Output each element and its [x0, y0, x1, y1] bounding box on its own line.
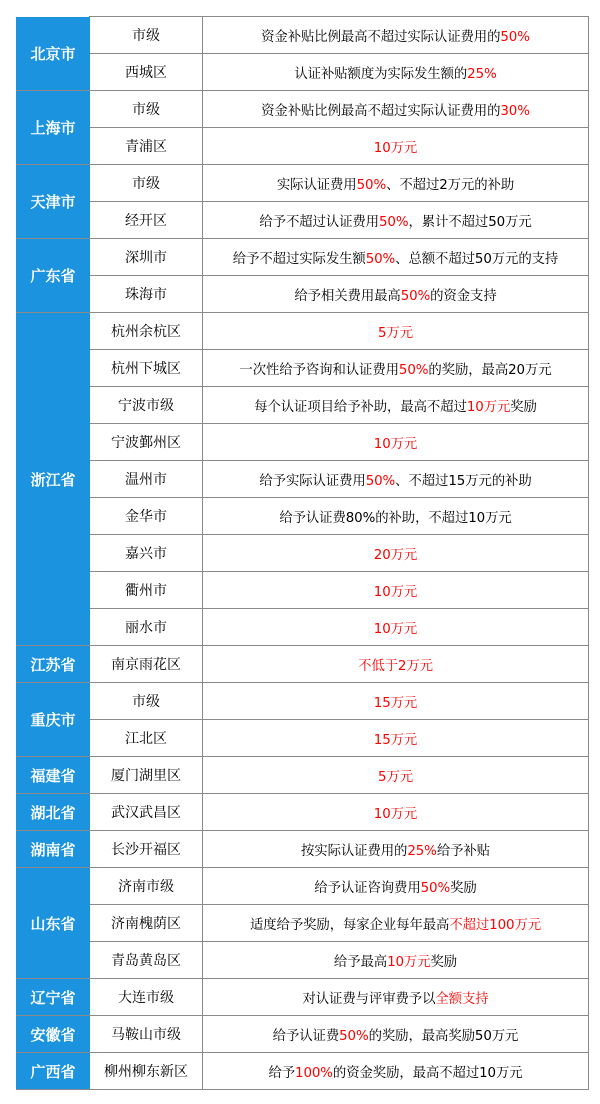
province-cell: 湖北省	[17, 794, 90, 831]
policy-cell	[203, 535, 589, 572]
policy-text: 给予最高	[333, 954, 388, 970]
table-row	[17, 239, 589, 276]
policy-highlight: 25%	[407, 843, 437, 859]
policy-highlight: 50%	[378, 214, 409, 230]
policy-text: 奖励	[510, 399, 537, 415]
policy-text: 资金补贴比例最高不超过实际认证费用的	[261, 103, 501, 119]
province-cell: 福建省	[17, 757, 90, 794]
policy-text: 每个认证项目给予补助，最高不超过	[254, 399, 467, 415]
city-cell: 长沙开福区	[90, 831, 203, 868]
policy-highlight: 10万元	[373, 806, 418, 822]
policy-highlight: 5万元	[377, 325, 413, 341]
policy-cell	[203, 1016, 589, 1053]
policy-cell	[203, 720, 589, 757]
policy-text: 认证补贴额度为实际发生额的	[294, 66, 468, 82]
policy-text: 给予不超过认证费用	[259, 214, 379, 230]
policy-text: 奖励	[450, 880, 477, 896]
policy-highlight: 10万元	[466, 399, 511, 415]
policy-highlight: 50%	[356, 177, 387, 193]
policy-cell	[203, 91, 589, 128]
table-row	[17, 461, 589, 498]
policy-text: 适度给予奖励，每家企业每年最高	[249, 917, 450, 933]
table-row	[17, 387, 589, 424]
policy-cell	[203, 646, 589, 683]
policy-text: 、不超过15万元的补助	[395, 473, 532, 489]
city-cell: 济南市级	[90, 868, 203, 905]
policy-highlight: 10万元	[373, 621, 418, 637]
table-row	[17, 202, 589, 239]
table-row	[17, 757, 589, 794]
city-cell: 经开区	[90, 202, 203, 239]
table-row	[17, 1053, 589, 1090]
province-cell: 山东省	[17, 868, 90, 979]
province-cell: 安徽省	[17, 1016, 90, 1053]
city-cell: 市级	[90, 165, 203, 202]
policy-cell	[203, 17, 589, 54]
policy-cell	[203, 239, 589, 276]
policy-cell	[203, 350, 589, 387]
policy-text: 实际认证费用	[276, 177, 357, 193]
province-cell: 湖南省	[17, 831, 90, 868]
policy-highlight: 50%	[365, 473, 396, 489]
policy-highlight: 10万元	[373, 140, 418, 156]
city-cell: 嘉兴市	[90, 535, 203, 572]
city-cell: 济南槐荫区	[90, 905, 203, 942]
table-row	[17, 979, 589, 1016]
policy-cell	[203, 461, 589, 498]
table-row	[17, 1016, 589, 1053]
table-body	[17, 17, 589, 1090]
province-cell: 北京市	[17, 17, 90, 91]
province-cell: 辽宁省	[17, 979, 90, 1016]
policy-cell	[203, 202, 589, 239]
policy-text: 给予不超过实际发生额	[232, 251, 366, 267]
city-cell: 衢州市	[90, 572, 203, 609]
policy-highlight: 5万元	[377, 769, 413, 785]
table-row	[17, 54, 589, 91]
policy-cell	[203, 609, 589, 646]
policy-cell	[203, 387, 589, 424]
city-cell: 丽水市	[90, 609, 203, 646]
table-row	[17, 535, 589, 572]
policy-highlight: 10万元	[373, 584, 418, 600]
policy-highlight: 50%	[339, 1028, 369, 1044]
table-row	[17, 498, 589, 535]
city-cell: 青浦区	[90, 128, 203, 165]
policy-cell	[203, 313, 589, 350]
province-cell: 上海市	[17, 91, 90, 165]
policy-highlight: 50%	[400, 288, 431, 304]
table-row	[17, 905, 589, 942]
table-row	[17, 831, 589, 868]
city-cell: 南京雨花区	[90, 646, 203, 683]
policy-cell	[203, 757, 589, 794]
province-cell: 天津市	[17, 165, 90, 239]
policy-text: 给予	[268, 1065, 296, 1081]
policy-cell	[203, 424, 589, 461]
policy-cell	[203, 498, 589, 535]
policy-cell	[203, 683, 589, 720]
policy-text: 奖励	[430, 954, 458, 970]
table-row	[17, 276, 589, 313]
policy-cell	[203, 572, 589, 609]
city-cell: 市级	[90, 683, 203, 720]
policy-highlight: 20万元	[373, 547, 418, 563]
policy-highlight: 30%	[500, 103, 530, 119]
policy-cell	[203, 868, 589, 905]
policy-highlight: 不低于2万元	[358, 658, 433, 674]
province-cell: 广东省	[17, 239, 90, 313]
policy-highlight: 15万元	[373, 695, 418, 711]
policy-text: 给予认证费80%的补助，不超过10万元	[279, 510, 512, 526]
table-row	[17, 609, 589, 646]
city-cell: 金华市	[90, 498, 203, 535]
province-cell: 广西省	[17, 1053, 90, 1090]
table-row	[17, 868, 589, 905]
policy-text: 给予实际认证费用	[259, 473, 366, 489]
city-cell: 珠海市	[90, 276, 203, 313]
policy-text: 资金补贴比例最高不超过实际认证费用的	[261, 29, 501, 45]
policy-highlight: 100%	[295, 1065, 333, 1081]
policy-highlight: 15万元	[373, 732, 418, 748]
policy-highlight: 25%	[467, 66, 497, 82]
city-cell: 大连市级	[90, 979, 203, 1016]
policy-text: 、总额不超过50万元的支持	[395, 251, 559, 267]
province-cell: 重庆市	[17, 683, 90, 757]
policy-text: 一次性给予咨询和认证费用	[239, 362, 399, 378]
table-row	[17, 646, 589, 683]
city-cell: 深圳市	[90, 239, 203, 276]
table-row	[17, 572, 589, 609]
table-row	[17, 91, 589, 128]
policy-cell	[203, 1053, 589, 1090]
policy-highlight: 全额支持	[435, 991, 489, 1007]
policy-text: 给予相关费用最高	[294, 288, 401, 304]
table-row	[17, 165, 589, 202]
city-cell: 马鞍山市级	[90, 1016, 203, 1053]
policy-cell	[203, 942, 589, 979]
city-cell: 市级	[90, 91, 203, 128]
policy-highlight: 50%	[420, 880, 451, 896]
city-cell: 宁波市级	[90, 387, 203, 424]
policy-cell	[203, 979, 589, 1016]
city-cell: 温州市	[90, 461, 203, 498]
city-cell: 市级	[90, 17, 203, 54]
city-cell: 江北区	[90, 720, 203, 757]
city-cell: 青岛黄岛区	[90, 942, 203, 979]
policy-cell	[203, 831, 589, 868]
subsidy-policy-table	[16, 16, 589, 1090]
table-row	[17, 683, 589, 720]
policy-cell	[203, 794, 589, 831]
province-cell: 浙江省	[17, 313, 90, 646]
policy-text: 给予认证咨询费用	[314, 880, 421, 896]
city-cell: 杭州下城区	[90, 350, 203, 387]
table-row	[17, 942, 589, 979]
policy-cell	[203, 54, 589, 91]
policy-text: 给予补贴	[436, 843, 490, 859]
policy-highlight: 10万元	[387, 954, 431, 970]
policy-cell	[203, 165, 589, 202]
policy-cell	[203, 276, 589, 313]
city-cell: 柳州柳东新区	[90, 1053, 203, 1090]
policy-text: ，累计不超过50万元	[408, 214, 532, 230]
table-row	[17, 17, 589, 54]
city-cell: 武汉武昌区	[90, 794, 203, 831]
policy-highlight: 10万元	[373, 436, 418, 452]
policy-text: 的资金支持	[430, 288, 497, 304]
city-cell: 厦门湖里区	[90, 757, 203, 794]
policy-text: 给予认证费	[272, 1028, 340, 1044]
table-row	[17, 720, 589, 757]
table-row	[17, 313, 589, 350]
policy-cell	[203, 905, 589, 942]
policy-text: 按实际认证费用的	[301, 843, 408, 859]
table-row	[17, 350, 589, 387]
policy-text: 、不超过2万元的补助	[386, 177, 515, 193]
city-cell: 杭州余杭区	[90, 313, 203, 350]
policy-text: 的奖励，最高20万元	[428, 362, 552, 378]
policy-highlight: 50%	[398, 362, 429, 378]
policy-highlight: 50%	[500, 29, 530, 45]
policy-cell	[203, 128, 589, 165]
table-row	[17, 794, 589, 831]
city-cell: 宁波鄞州区	[90, 424, 203, 461]
policy-text: 的奖励，最高奖励50万元	[368, 1028, 519, 1044]
policy-highlight: 不超过100万元	[449, 917, 542, 933]
city-cell: 西城区	[90, 54, 203, 91]
policy-text: 对认证费与评审费予以	[302, 991, 436, 1007]
province-cell: 江苏省	[17, 646, 90, 683]
policy-highlight: 50%	[365, 251, 396, 267]
table-row	[17, 424, 589, 461]
policy-text: 的资金奖励，最高不超过10万元	[332, 1065, 523, 1081]
table-row	[17, 128, 589, 165]
